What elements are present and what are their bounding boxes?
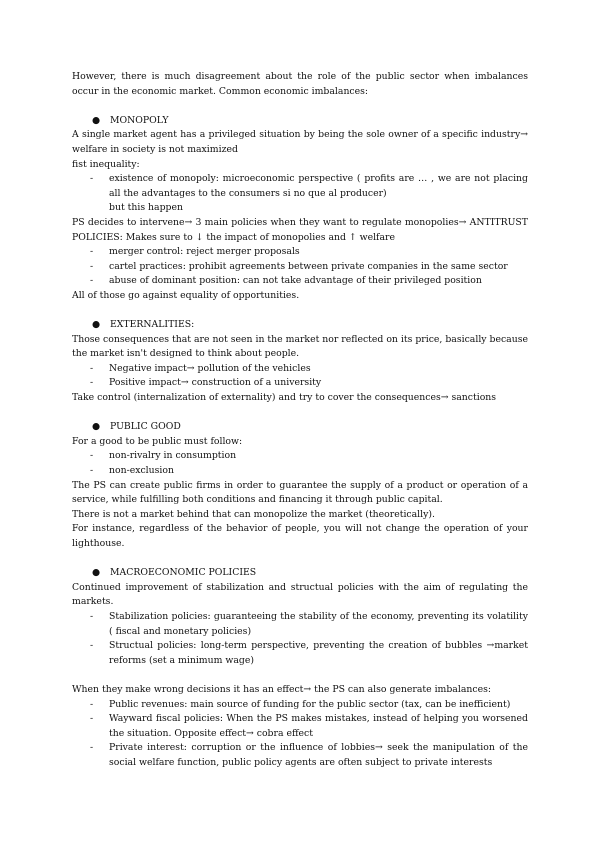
list-item-text: existence of monopoly: microeconomic perspective ( profits are … , we are not placing all the advantages to the consumers si no que al producer) bbox=[109, 173, 528, 199]
externalities-heading bbox=[72, 318, 528, 333]
list-item bbox=[72, 464, 528, 479]
monopoly-paragraph-1: A single market agent has a privileged situation by being the sole owner of a specific industry→ welfare in society is not maximized bbox=[72, 129, 528, 155]
list-item bbox=[72, 712, 528, 741]
dash-marker: - bbox=[90, 260, 94, 272]
dash-marker: - bbox=[90, 377, 94, 389]
dash-marker: - bbox=[90, 275, 94, 287]
macro-heading bbox=[72, 566, 528, 581]
list-item bbox=[72, 260, 528, 275]
dash-marker: - bbox=[90, 713, 94, 725]
bullet-icon: ● bbox=[92, 421, 101, 433]
monopoly-paragraph-2: fist inequality: bbox=[72, 158, 140, 170]
monopoly-paragraph-3: PS decides to intervene→ 3 main policies when they want to regulate monopolies→ ANTITRUST POLICIES: Makes sure to ↓ the impact of monopolies and ↑ welfare bbox=[72, 216, 528, 243]
list-item-text: non-rivalry in consumption bbox=[109, 450, 237, 462]
monopoly-paragraph-4: All of those go against equality of opportunities. bbox=[72, 289, 300, 301]
list-item-text: Negative impact→ pollution of the vehicles bbox=[109, 362, 311, 374]
list-item-text: Wayward fiscal policies: When the PS makes mistakes, instead of helping you worsened the situation. Opposite effect→ cobra effect bbox=[109, 713, 528, 739]
dash-marker: - bbox=[90, 465, 94, 477]
public-good-paragraph-2: The PS can create public firms in order to guarantee the supply of a product or operation of a service, while fulfilling both conditions and financing it through public capital. bbox=[72, 479, 528, 506]
externalities-paragraph-2: Take control (internalization of externality) and try to cover the consequences→ sanctions bbox=[72, 392, 497, 404]
list-item-text: Public revenues: main source of funding for the public sector (tax, can be inefficient) bbox=[109, 698, 511, 710]
heading-text: MACROECONOMIC POLICIES bbox=[110, 567, 257, 579]
dash-marker: - bbox=[90, 362, 94, 374]
intro-paragraph: However, there is much disagreement about the role of the public sector when imbalances occur in the economic market. Common economic imbalances: bbox=[72, 71, 528, 97]
list-item bbox=[72, 172, 528, 201]
list-item bbox=[72, 274, 528, 289]
list-item-text: abuse of dominant position: can not take advantage of their privileged position bbox=[109, 275, 482, 287]
list-continuation: but this happen bbox=[109, 202, 183, 214]
list-item bbox=[72, 245, 528, 260]
list-item bbox=[72, 610, 528, 639]
dash-marker: - bbox=[90, 610, 94, 622]
list-item-text: cartel practices: prohibit agreements between private companies in the same sector bbox=[109, 260, 508, 272]
list-item bbox=[72, 741, 528, 770]
macro-paragraph-1: Continued improvement of stabilization and structual policies with the aim of regulating the markets. bbox=[72, 581, 528, 608]
list-item-text: Positive impact→ construction of a university bbox=[109, 377, 322, 389]
heading-text: PUBLIC GOOD bbox=[110, 421, 181, 433]
dash-marker: - bbox=[90, 742, 94, 754]
list-item-text: Stabilization policies: guaranteeing the stability of the economy, preventing its volatility ( fiscal and monetary policies) bbox=[109, 610, 528, 637]
externalities-paragraph-1: Those consequences that are not seen in the market nor reflected on its price, basically because the market isn't designed to think about people. bbox=[72, 333, 528, 360]
bullet-icon: ● bbox=[92, 567, 101, 579]
list-item bbox=[72, 639, 528, 668]
list-item-text: Private interest: corruption or the influence of lobbies→ seek the manipulation of the social welfare function, public policy agents are often subject to private interests bbox=[109, 742, 528, 768]
dash-marker: - bbox=[90, 698, 94, 710]
bullet-icon: ● bbox=[92, 114, 101, 126]
dash-marker: - bbox=[90, 246, 94, 258]
monopoly-heading bbox=[72, 114, 528, 129]
list-item bbox=[72, 376, 528, 391]
bullet-icon: ● bbox=[92, 319, 101, 331]
public-good-heading bbox=[72, 420, 528, 435]
public-good-paragraph-4: For instance, regardless of the behavior of people, you will not change the operation of your lighthouse. bbox=[72, 523, 528, 549]
list-item bbox=[72, 698, 528, 713]
list-item-text: Structual policies: long-term perspective, preventing the creation of bubbles →market reforms (set a minimum wage) bbox=[109, 640, 528, 666]
wrong-decisions-paragraph: When they make wrong decisions it has an effect→ the PS can also generate imbalances: bbox=[72, 683, 491, 695]
heading-text: MONOPOLY bbox=[110, 114, 169, 126]
dash-marker: - bbox=[90, 640, 94, 652]
heading-text: EXTERNALITIES: bbox=[110, 319, 195, 331]
public-good-paragraph-1: For a good to be public must follow: bbox=[72, 435, 243, 447]
list-item-text: merger control: reject merger proposals bbox=[109, 246, 300, 258]
dash-marker: - bbox=[90, 173, 94, 185]
document-page bbox=[72, 70, 528, 771]
public-good-paragraph-3: There is not a market behind that can monopolize the market (theoretically). bbox=[72, 508, 435, 520]
list-item bbox=[72, 362, 528, 377]
list-item bbox=[72, 449, 528, 464]
list-item-text: non-exclusion bbox=[109, 465, 174, 477]
dash-marker: - bbox=[90, 450, 94, 462]
